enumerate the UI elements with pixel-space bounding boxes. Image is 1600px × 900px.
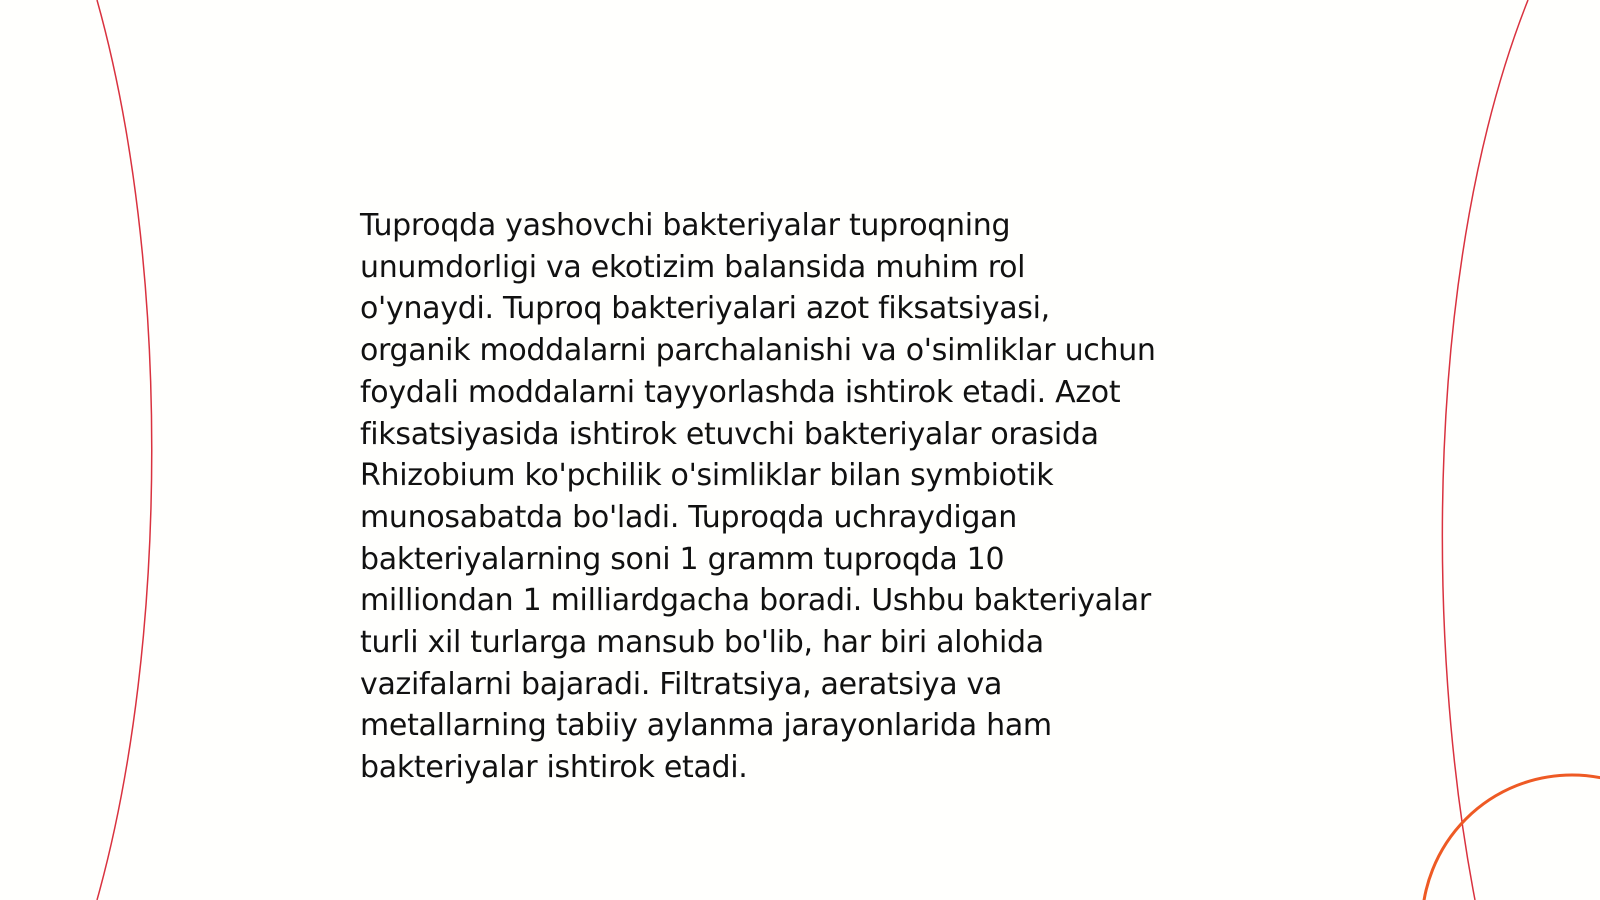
paragraph-line: vazifalarni bajaradi. Filtratsiya, aeratsiya va: [360, 666, 1003, 702]
body-paragraph: [360, 205, 1250, 789]
paragraph-line: fiksatsiyasida ishtirok etuvchi bakteriyalar orasida: [360, 416, 1099, 452]
paragraph-line: Rhizobium ko'pchilik o'simliklar bilan symbiotik: [360, 458, 1054, 494]
orange-accent-arc: [1422, 775, 1600, 900]
paragraph-line: foydali moddalarni tayyorlashda ishtirok etadi. Azot: [360, 374, 1121, 410]
paragraph-line: organik moddalarni parchalanishi va o'simliklar uchun: [360, 333, 1156, 369]
paragraph-line: unumdorligi va ekotizim balansida muhim rol: [360, 249, 1026, 285]
paragraph-line: bakteriyalar ishtirok etadi.: [360, 750, 748, 786]
paragraph-line: munosabatda bo'ladi. Tuproqda uchraydigan: [360, 499, 1017, 535]
left-curve-line: [97, 0, 152, 900]
paragraph-line: metallarning tabiiy aylanma jarayonlarida ham: [360, 708, 1052, 744]
paragraph-line: Tuproqda yashovchi bakteriyalar tuproqning: [360, 208, 1011, 243]
paragraph-line: bakteriyalarning soni 1 gramm tuproqda 10: [360, 541, 1005, 577]
paragraph-line: turli xil turlarga mansub bo'lib, har biri alohida: [360, 625, 1044, 661]
paragraph-line: milliondan 1 milliardgacha boradi. Ushbu bakteriyalar: [360, 583, 1151, 619]
right-curve-line: [1442, 0, 1528, 900]
paragraph-line: o'ynaydi. Tuproq bakteriyalari azot fiksatsiyasi,: [360, 291, 1050, 327]
